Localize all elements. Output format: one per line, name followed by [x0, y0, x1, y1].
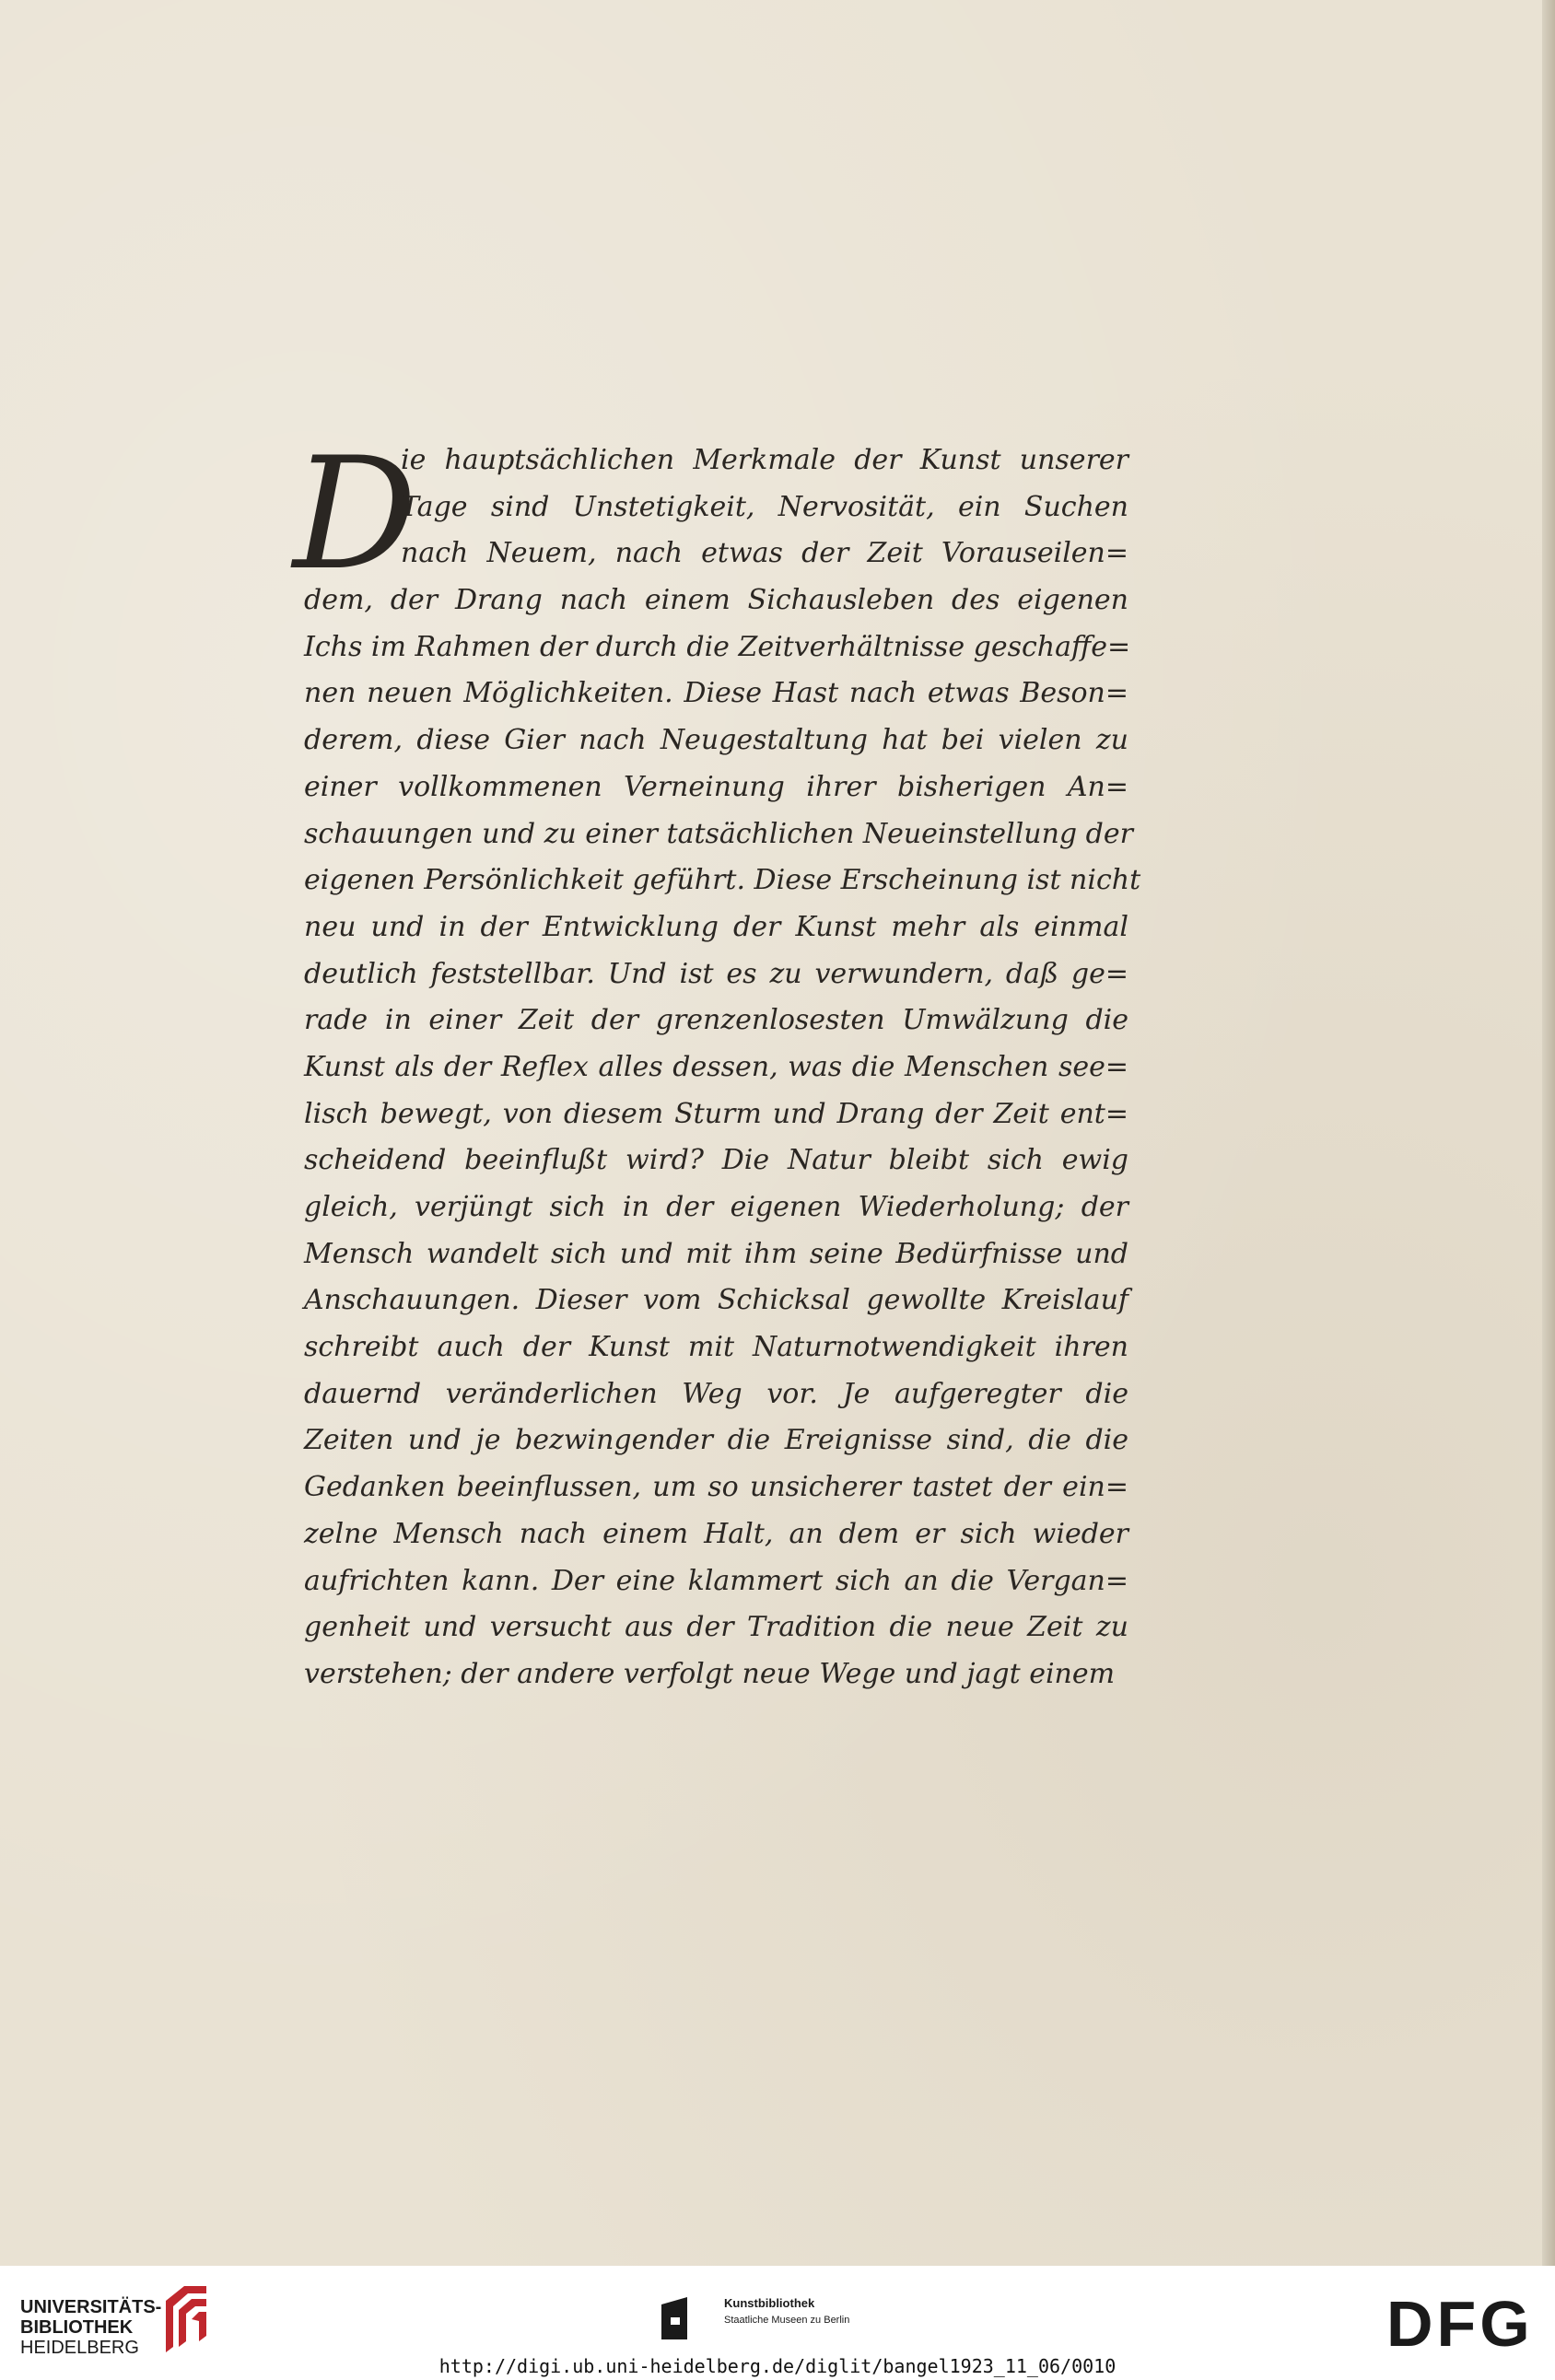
- text-line: neu und in der Entwicklung der Kunst mehr als einmal: [304, 910, 1128, 943]
- text-line: gleich, verjüngt sich in der eigenen Wiederholung; der: [304, 1191, 1128, 1223]
- kunstbibliothek-title: Kunstbibliothek: [724, 2296, 815, 2310]
- page-edge: [1542, 0, 1555, 2266]
- text-line: nen neuen Möglichkeiten. Diese Hast nach etwas Beson=: [304, 677, 1128, 710]
- text-line: scheidend beeinflußt wird? Die Natur bleibt sich ewig: [304, 1144, 1128, 1177]
- text-line: verstehen; der andere verfolgt neue Wege und jagt einem: [304, 1657, 1116, 1690]
- library-name-line2: BIBLIOTHEK: [20, 2317, 134, 2338]
- text-line: schauungen und zu einer tatsächlichen Neueinstellung der: [304, 817, 1133, 850]
- text-line: Mensch wandelt sich und mit ihm seine Bedürfnisse und: [304, 1237, 1128, 1270]
- page-url[interactable]: http://digi.ub.uni-heidelberg.de/diglit/bangel1923_11_06/0010: [438, 2355, 1117, 2377]
- dfg-logo[interactable]: DFG: [1386, 2288, 1534, 2360]
- library-name-line3: HEIDELBERG: [20, 2338, 139, 2358]
- text-line: rade in einer Zeit der grenzenlosesten Umwälzung die: [304, 1004, 1128, 1037]
- university-logo-icon: [158, 2282, 214, 2354]
- text-line: dem, der Drang nach einem Sichausleben des eigenen: [304, 584, 1128, 617]
- text-line: ie hauptsächlichen Merkmale der Kunst unserer: [401, 444, 1128, 476]
- text-line: nach Neuem, nach etwas der Zeit Vorauseilen=: [401, 537, 1128, 570]
- text-line: Zeiten und je bezwingender die Ereignisse sind, die die: [304, 1424, 1128, 1457]
- text-line: deutlich feststellbar. Und ist es zu verwundern, daß ge=: [304, 957, 1128, 990]
- text-line: derem, diese Gier nach Neugestaltung hat bei vielen zu: [304, 724, 1128, 757]
- kunstbibliothek-subtitle: Staatliche Museen zu Berlin: [724, 2315, 850, 2326]
- library-name-line1: UNIVERSITÄTS-: [20, 2297, 162, 2317]
- kunstbibliothek-logo-icon: [661, 2297, 717, 2339]
- text-line: eigenen Persönlichkeit geführt. Diese Erscheinung ist nicht: [304, 864, 1141, 897]
- text-line: zelne Mensch nach einem Halt, an dem er sich wieder: [304, 1517, 1128, 1550]
- text-line: einer vollkommenen Verneinung ihrer bisherigen An=: [304, 770, 1128, 803]
- text-line: lisch bewegt, von diesem Sturm und Drang der Zeit ent=: [304, 1097, 1128, 1130]
- text-line: schreibt auch der Kunst mit Naturnotwendigkeit ihren: [304, 1331, 1128, 1364]
- body-text: [304, 438, 1141, 1698]
- text-line: Tage sind Unstetigkeit, Nervosität, ein Suchen: [401, 490, 1128, 523]
- kunstbibliothek-logo-text[interactable]: [724, 2295, 849, 2328]
- text-line: Gedanken beeinflussen, um so unsicherer tastet der ein=: [304, 1471, 1128, 1504]
- text-line: Anschauungen. Dieser vom Schicksal gewollte Kreislauf: [304, 1284, 1128, 1317]
- text-line: Kunst als der Reflex alles dessen, was die Menschen see=: [304, 1050, 1128, 1083]
- text-line: Ichs im Rahmen der durch die Zeitverhältnisse geschaffe=: [304, 630, 1131, 663]
- drop-cap-initial: D: [293, 424, 417, 604]
- text-line: genheit und versucht aus der Tradition die neue Zeit zu: [304, 1611, 1128, 1644]
- university-library-logo-text[interactable]: [20, 2297, 161, 2358]
- text-line: aufrichten kann. Der eine klammert sich an die Vergan=: [304, 1564, 1128, 1597]
- text-line: dauernd veränderlichen Weg vor. Je aufgeregter die: [304, 1377, 1128, 1410]
